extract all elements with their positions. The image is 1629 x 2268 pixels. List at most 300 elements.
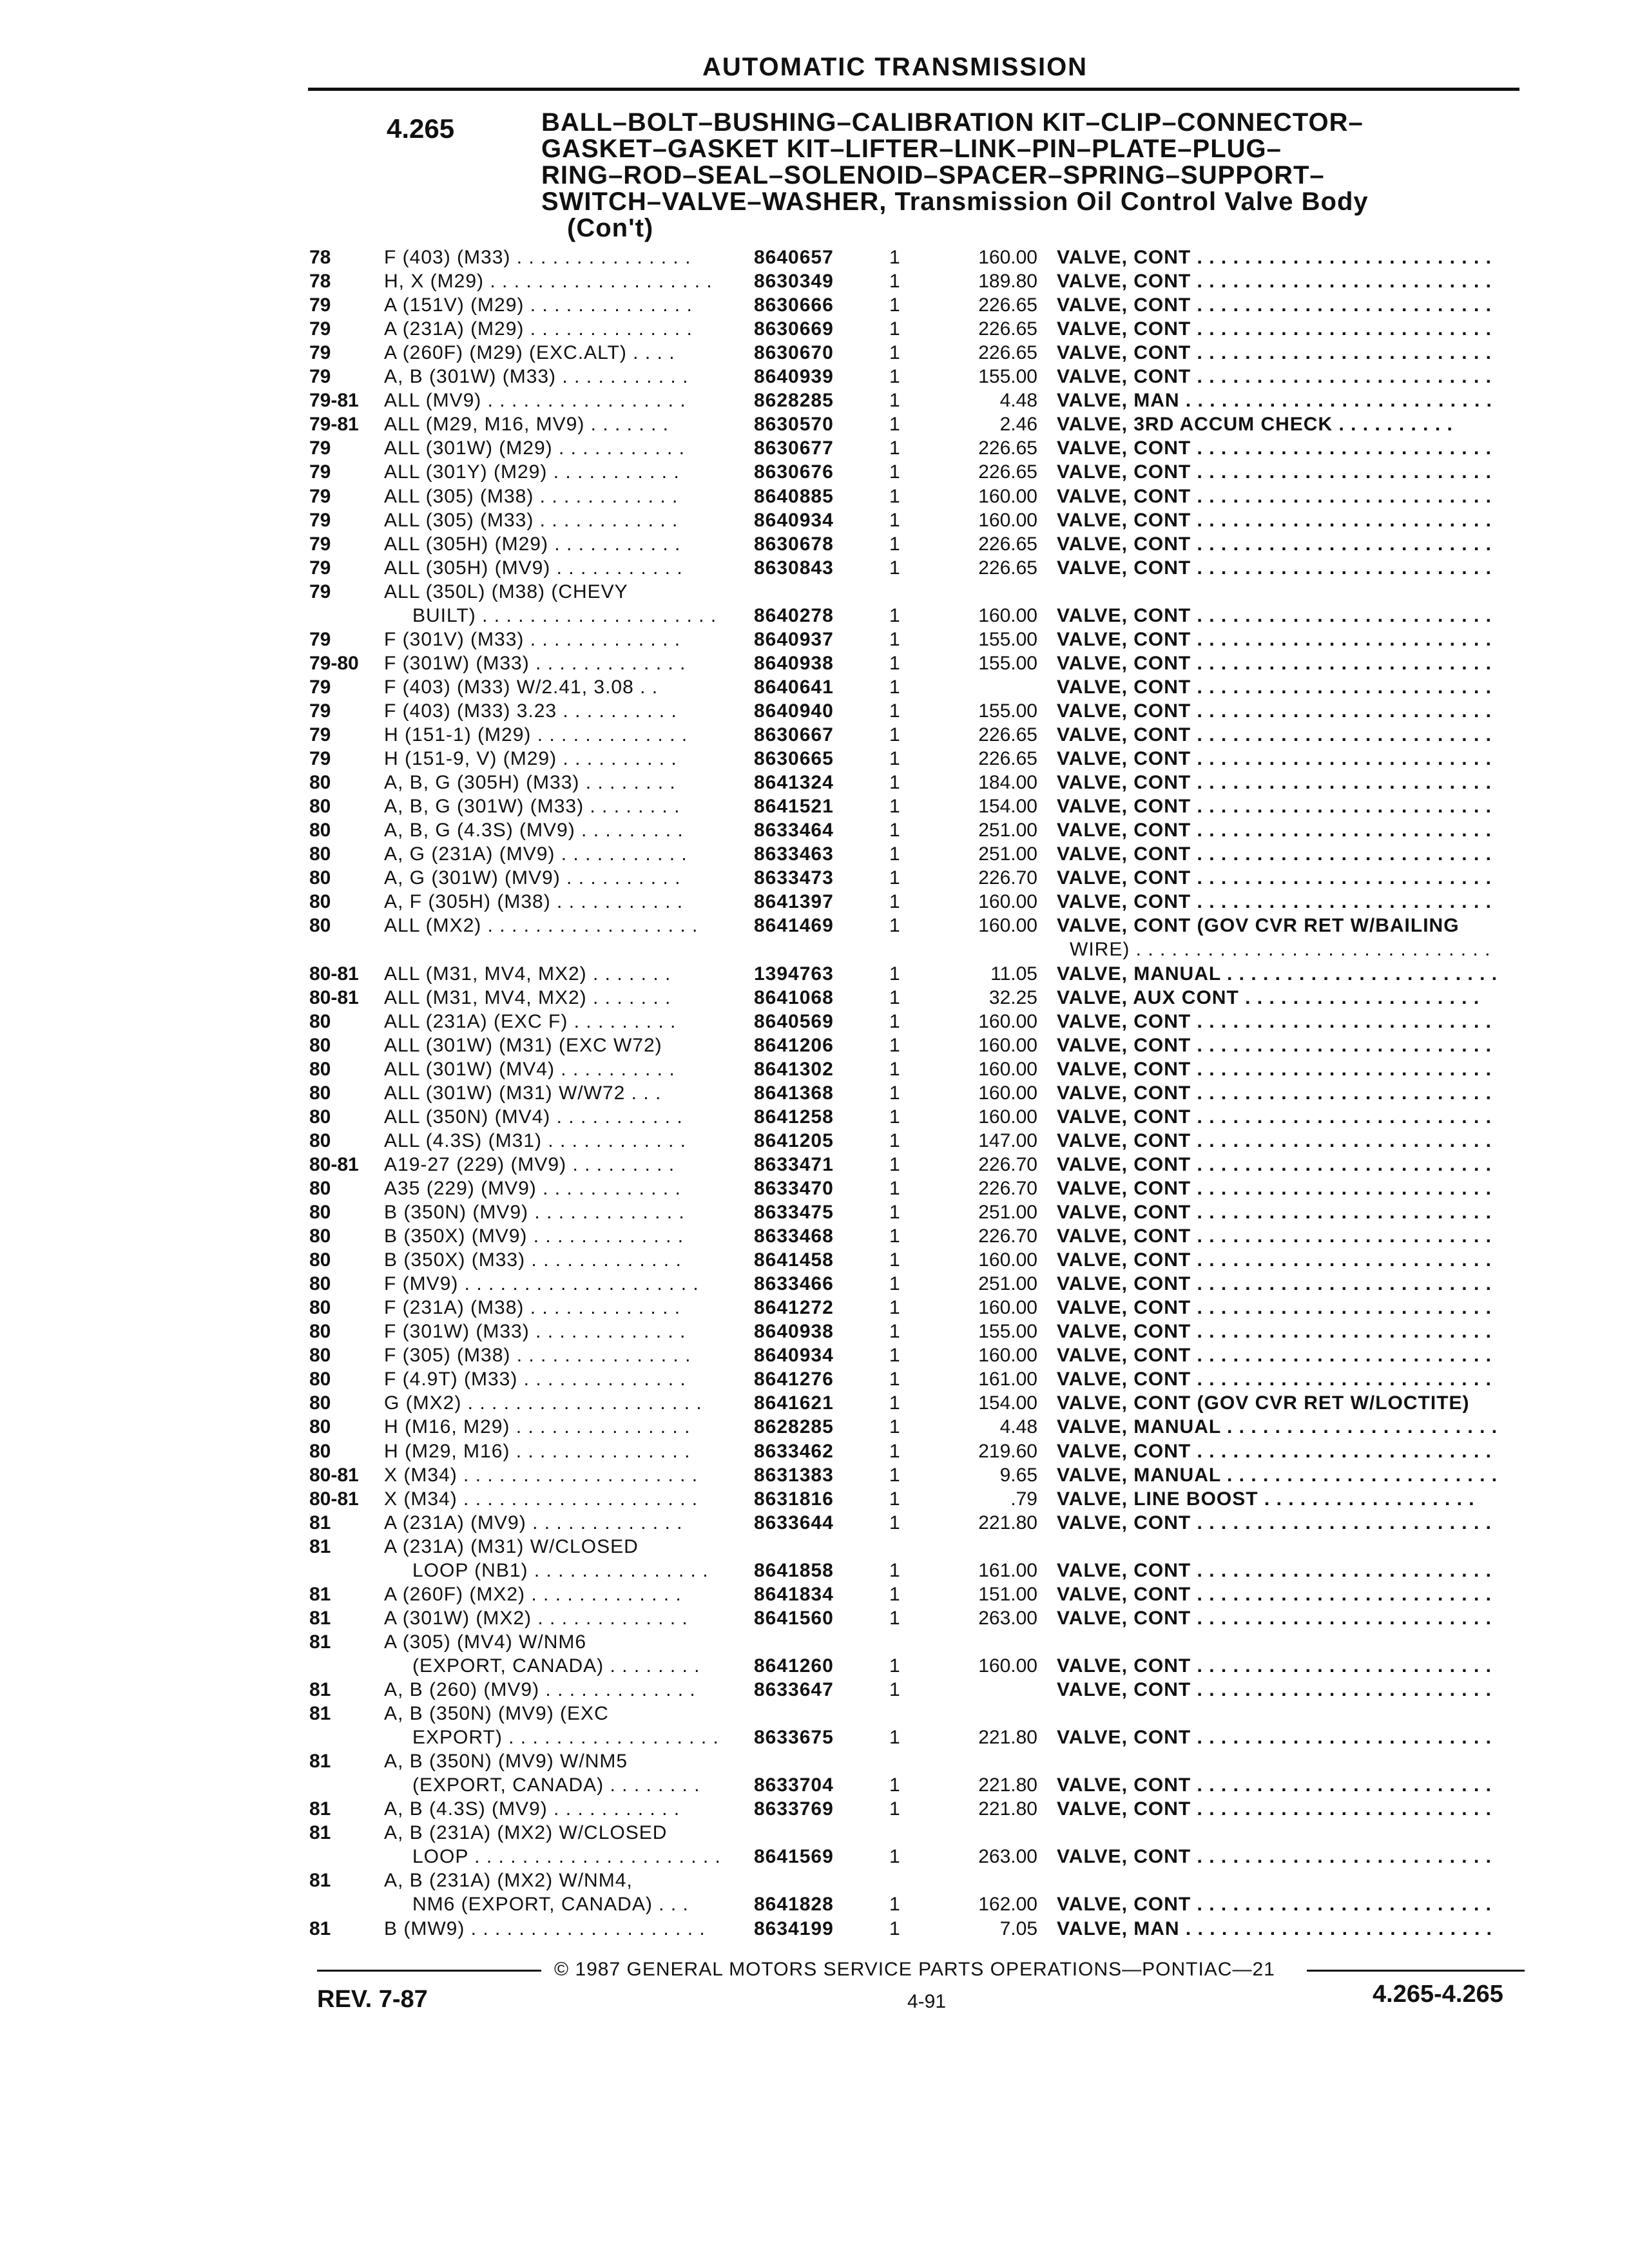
- application-cell: F (403) (M33) 3.23 . . . . . . . . . .: [384, 700, 677, 722]
- part-number-cell: 8631383: [754, 1464, 834, 1486]
- description-cell: VALVE, CONT . . . . . . . . . . . . . . . . . . . . . . . . .: [1057, 652, 1492, 674]
- quantity-cell: 1: [889, 1369, 900, 1390]
- application-cell: H (151-9, V) (M29) . . . . . . . . . .: [384, 748, 677, 770]
- part-number-cell: 8640641: [754, 676, 834, 698]
- section-title-line: (Con't): [567, 214, 654, 242]
- quantity-cell: 1: [889, 1894, 900, 1916]
- description-cell: VALVE, CONT . . . . . . . . . . . . . . . . . . . . . . . . .: [1057, 1369, 1492, 1390]
- part-number-cell: 8640938: [754, 652, 834, 674]
- year-cell: 81: [309, 1798, 331, 1820]
- part-number-cell: 8633471: [754, 1153, 834, 1175]
- price-cell: 226.65: [978, 748, 1037, 770]
- price-cell: 160.00: [978, 1010, 1037, 1032]
- year-cell: 79: [309, 318, 331, 340]
- price-cell: 160.00: [978, 1249, 1037, 1271]
- quantity-cell: 1: [889, 1392, 900, 1414]
- quantity-cell: 1: [889, 1177, 900, 1199]
- quantity-cell: 1: [889, 461, 900, 483]
- description-cell: VALVE, CONT . . . . . . . . . . . . . . . . . . . . . . . . .: [1057, 318, 1492, 340]
- description-cell: VALVE, CONT . . . . . . . . . . . . . . . . . . . . . . . . .: [1057, 1202, 1492, 1223]
- year-cell: 78: [309, 247, 331, 268]
- price-cell: 147.00: [978, 1129, 1037, 1151]
- quantity-cell: 1: [889, 1010, 900, 1032]
- page-number: 4-91: [907, 1991, 947, 2012]
- description-cell: VALVE, CONT . . . . . . . . . . . . . . . . . . . . . . . . .: [1057, 557, 1492, 579]
- part-number-cell: 8633468: [754, 1225, 834, 1247]
- year-cell: 80: [309, 1034, 331, 1056]
- price-cell: 161.00: [978, 1559, 1037, 1581]
- application-cell: F (305) (M38) . . . . . . . . . . . . . . .: [384, 1345, 691, 1367]
- description-cell: VALVE, CONT (GOV CVR RET W/BAILING: [1057, 915, 1460, 937]
- application-cell: A, B (4.3S) (MV9) . . . . . . . . . . .: [384, 1798, 680, 1820]
- part-number-cell: 8640278: [754, 604, 834, 626]
- year-cell: 79-81: [309, 390, 359, 412]
- part-number-cell: 8640569: [754, 1010, 834, 1032]
- application-cell: A19-27 (229) (MV9) . . . . . . . . .: [384, 1153, 675, 1175]
- price-cell: 160.00: [978, 604, 1037, 626]
- year-cell: 79: [309, 437, 331, 459]
- quantity-cell: 1: [889, 1607, 900, 1629]
- year-cell: 80: [309, 820, 331, 841]
- application-cell: A, B, G (305H) (M33) . . . . . . . .: [384, 772, 676, 794]
- part-number-cell: 8633473: [754, 867, 834, 889]
- page-header-title: AUTOMATIC TRANSMISSION: [702, 53, 1088, 81]
- year-cell: 80-81: [309, 963, 359, 985]
- quantity-cell: 1: [889, 1488, 900, 1510]
- part-number-cell: 8641858: [754, 1559, 834, 1581]
- part-number-cell: 8641569: [754, 1846, 834, 1868]
- part-number-cell: 8641324: [754, 772, 834, 794]
- part-number-cell: 8630665: [754, 748, 834, 770]
- section-title-line: SWITCH–VALVE–WASHER, Transmission Oil Control Valve Body: [541, 187, 1369, 216]
- part-number-cell: 8641206: [754, 1034, 834, 1056]
- quantity-cell: 1: [889, 796, 900, 818]
- part-number-cell: 8634199: [754, 1917, 834, 1939]
- price-cell: 162.00: [978, 1894, 1037, 1916]
- application-cell: F (301V) (M33) . . . . . . . . . . . . .: [384, 628, 681, 650]
- quantity-cell: 1: [889, 1249, 900, 1271]
- application-cell: ALL (301W) (M29) . . . . . . . . . . .: [384, 437, 685, 459]
- quantity-cell: 1: [889, 1559, 900, 1581]
- price-cell: 263.00: [978, 1846, 1037, 1868]
- year-cell: 79: [309, 461, 331, 483]
- application-cell: A, B, G (4.3S) (MV9) . . . . . . . . .: [384, 820, 684, 841]
- quantity-cell: 1: [889, 1106, 900, 1128]
- application-cell: A, G (231A) (MV9) . . . . . . . . . . .: [384, 843, 688, 865]
- quantity-cell: 1: [889, 1416, 900, 1438]
- part-number-cell: 8641397: [754, 891, 834, 913]
- application-cell: A (301W) (MX2) . . . . . . . . . . . . .: [384, 1607, 688, 1629]
- year-cell: 80: [309, 1082, 331, 1104]
- price-cell: 226.65: [978, 318, 1037, 340]
- description-cell: VALVE, CONT . . . . . . . . . . . . . . . . . . . . . . . . .: [1057, 1034, 1492, 1056]
- price-cell: 251.00: [978, 1273, 1037, 1295]
- part-number-cell: 8630669: [754, 318, 834, 340]
- part-number-cell: 8641458: [754, 1249, 834, 1271]
- year-cell: 80-81: [309, 1464, 359, 1486]
- description-cell: VALVE, CONT . . . . . . . . . . . . . . . . . . . . . . . . .: [1057, 366, 1492, 388]
- year-cell: 81: [309, 1751, 331, 1773]
- year-cell: 79: [309, 581, 331, 602]
- quantity-cell: 1: [889, 318, 900, 340]
- application-cell: ALL (305H) (MV9) . . . . . . . . . . .: [384, 557, 683, 579]
- quantity-cell: 1: [889, 366, 900, 388]
- description-cell: VALVE, CONT . . . . . . . . . . . . . . . . . . . . . . . . .: [1057, 1727, 1492, 1749]
- application-cell: B (350N) (MV9) . . . . . . . . . . . . .: [384, 1202, 685, 1223]
- description-cell: VALVE, MANUAL . . . . . . . . . . . . . . . . . . . . . . .: [1057, 963, 1498, 985]
- quantity-cell: 1: [889, 437, 900, 459]
- quantity-cell: 1: [889, 1082, 900, 1104]
- description-cell: VALVE, CONT . . . . . . . . . . . . . . . . . . . . . . . . .: [1057, 1679, 1492, 1700]
- price-cell: 226.65: [978, 294, 1037, 316]
- application-cell: NM6 (EXPORT, CANADA) . . .: [412, 1894, 689, 1916]
- description-cell: VALVE, CONT . . . . . . . . . . . . . . . . . . . . . . . . .: [1057, 700, 1492, 722]
- quantity-cell: 1: [889, 1917, 900, 1939]
- quantity-cell: 1: [889, 1774, 900, 1796]
- application-cell: ALL (305) (M33) . . . . . . . . . . . .: [384, 509, 679, 531]
- description-cell: VALVE, CONT . . . . . . . . . . . . . . . . . . . . . . . . .: [1057, 1225, 1492, 1247]
- price-cell: 221.80: [978, 1774, 1037, 1796]
- quantity-cell: 1: [889, 533, 900, 555]
- year-cell: 80: [309, 796, 331, 818]
- application-cell: BUILT) . . . . . . . . . . . . . . . . . . . .: [412, 604, 717, 626]
- description-cell: VALVE, CONT . . . . . . . . . . . . . . . . . . . . . . . . .: [1057, 1607, 1492, 1629]
- quantity-cell: 1: [889, 1512, 900, 1533]
- quantity-cell: 1: [889, 891, 900, 913]
- footer-divider-right: [1307, 1970, 1525, 1972]
- application-cell: EXPORT) . . . . . . . . . . . . . . . . . .: [412, 1727, 719, 1749]
- application-cell: ALL (M29, M16, MV9) . . . . . . .: [384, 414, 670, 436]
- description-cell: VALVE, CONT . . . . . . . . . . . . . . . . . . . . . . . . .: [1057, 1559, 1492, 1581]
- quantity-cell: 1: [889, 915, 900, 937]
- quantity-cell: 1: [889, 1225, 900, 1247]
- application-cell: F (MV9) . . . . . . . . . . . . . . . . . . . .: [384, 1273, 699, 1295]
- year-cell: 80: [309, 1440, 331, 1462]
- part-number-cell: 8641521: [754, 796, 834, 818]
- application-cell: LOOP . . . . . . . . . . . . . . . . . . . . .: [412, 1846, 721, 1868]
- part-number-cell: 8630667: [754, 724, 834, 745]
- description-cell: VALVE, AUX CONT . . . . . . . . . . . . . . . . . . . .: [1057, 986, 1480, 1008]
- description-cell: VALVE, CONT . . . . . . . . . . . . . . . . . . . . . . . . .: [1057, 1082, 1492, 1104]
- part-number-cell: 8630843: [754, 557, 834, 579]
- year-cell: 79: [309, 533, 331, 555]
- price-cell: 160.00: [978, 485, 1037, 507]
- price-cell: 226.65: [978, 533, 1037, 555]
- year-cell: 80: [309, 1249, 331, 1271]
- part-number-cell: 8633769: [754, 1798, 834, 1820]
- description-cell: VALVE, LINE BOOST . . . . . . . . . . . . . . . . . .: [1057, 1488, 1475, 1510]
- quantity-cell: 1: [889, 1153, 900, 1175]
- description-cell: VALVE, CONT . . . . . . . . . . . . . . . . . . . . . . . . .: [1057, 748, 1492, 770]
- year-cell: 81: [309, 1583, 331, 1605]
- year-cell: 80-81: [309, 986, 359, 1008]
- year-cell: 79: [309, 700, 331, 722]
- year-cell: 79-80: [309, 652, 359, 674]
- quantity-cell: 1: [889, 604, 900, 626]
- price-cell: 2.46: [999, 414, 1037, 436]
- application-cell: ALL (301Y) (M29) . . . . . . . . . . .: [384, 461, 680, 483]
- quantity-cell: 1: [889, 1679, 900, 1700]
- description-cell: VALVE, MANUAL . . . . . . . . . . . . . . . . . . . . . . .: [1057, 1416, 1498, 1438]
- price-cell: 154.00: [978, 1392, 1037, 1414]
- part-number-cell: 8633647: [754, 1679, 834, 1700]
- price-cell: 160.00: [978, 509, 1037, 531]
- quantity-cell: 1: [889, 1440, 900, 1462]
- description-cell: WIRE) . . . . . . . . . . . . . . . . . . . . . . . . . . . . . .: [1070, 939, 1491, 961]
- year-cell: 79: [309, 676, 331, 698]
- part-number-cell: 8640939: [754, 366, 834, 388]
- year-cell: 80: [309, 1321, 331, 1343]
- part-number-cell: 8641621: [754, 1392, 834, 1414]
- quantity-cell: 1: [889, 509, 900, 531]
- price-cell: 160.00: [978, 1058, 1037, 1080]
- description-cell: VALVE, CONT . . . . . . . . . . . . . . . . . . . . . . . . .: [1057, 1153, 1492, 1175]
- application-cell: A (260F) (MX2) . . . . . . . . . . . . .: [384, 1583, 682, 1605]
- year-cell: 81: [309, 1679, 331, 1700]
- application-cell: A35 (229) (MV9) . . . . . . . . . . . .: [384, 1177, 681, 1199]
- price-cell: 4.48: [999, 1416, 1037, 1438]
- quantity-cell: 1: [889, 1129, 900, 1151]
- part-number-cell: 8633466: [754, 1273, 834, 1295]
- quantity-cell: 1: [889, 1655, 900, 1677]
- year-cell: 80: [309, 1392, 331, 1414]
- application-cell: (EXPORT, CANADA) . . . . . . . .: [412, 1774, 700, 1796]
- quantity-cell: 1: [889, 294, 900, 316]
- part-number-cell: 8641469: [754, 915, 834, 937]
- year-cell: 80-81: [309, 1488, 359, 1510]
- part-number-cell: 8641260: [754, 1655, 834, 1677]
- year-cell: 80: [309, 1297, 331, 1319]
- section-title-line: RING–ROD–SEAL–SOLENOID–SPACER–SPRING–SUPPORT–: [541, 161, 1325, 189]
- quantity-cell: 1: [889, 1321, 900, 1343]
- quantity-cell: 1: [889, 676, 900, 698]
- part-number-cell: 8630349: [754, 271, 834, 293]
- application-cell: B (350X) (MV9) . . . . . . . . . . . . .: [384, 1225, 684, 1247]
- quantity-cell: 1: [889, 1798, 900, 1820]
- application-cell: ALL (301W) (M31) (EXC W72): [384, 1034, 662, 1056]
- application-cell: F (231A) (M38) . . . . . . . . . . . . .: [384, 1297, 681, 1319]
- part-number-cell: 8641834: [754, 1583, 834, 1605]
- application-cell: A (305) (MV4) W/NM6: [384, 1631, 587, 1653]
- quantity-cell: 1: [889, 820, 900, 841]
- description-cell: VALVE, CONT . . . . . . . . . . . . . . . . . . . . . . . . .: [1057, 1010, 1492, 1032]
- description-cell: VALVE, CONT . . . . . . . . . . . . . . . . . . . . . . . . .: [1057, 533, 1492, 555]
- description-cell: VALVE, CONT . . . . . . . . . . . . . . . . . . . . . . . . .: [1057, 1249, 1492, 1271]
- description-cell: VALVE, CONT . . . . . . . . . . . . . . . . . . . . . . . . .: [1057, 867, 1492, 889]
- application-cell: A, G (301W) (MV9) . . . . . . . . . .: [384, 867, 681, 889]
- quantity-cell: 1: [889, 485, 900, 507]
- price-cell: 11.05: [990, 963, 1037, 985]
- application-cell: A, B (350N) (MV9) W/NM5: [384, 1751, 628, 1773]
- year-cell: 80: [309, 1416, 331, 1438]
- application-cell: A, B (231A) (MX2) W/CLOSED: [384, 1822, 668, 1844]
- price-cell: 160.00: [978, 1106, 1037, 1128]
- price-cell: 154.00: [978, 796, 1037, 818]
- description-cell: VALVE, CONT . . . . . . . . . . . . . . . . . . . . . . . . .: [1057, 604, 1492, 626]
- description-cell: VALVE, CONT . . . . . . . . . . . . . . . . . . . . . . . . .: [1057, 1129, 1492, 1151]
- year-cell: 79: [309, 294, 331, 316]
- quantity-cell: 1: [889, 867, 900, 889]
- application-cell: H (151-1) (M29) . . . . . . . . . . . . .: [384, 724, 688, 745]
- part-number-cell: 8640885: [754, 485, 834, 507]
- price-cell: 221.80: [978, 1798, 1037, 1820]
- price-cell: .79: [1010, 1488, 1037, 1510]
- year-cell: 81: [309, 1607, 331, 1629]
- application-cell: ALL (MX2) . . . . . . . . . . . . . . . . . .: [384, 915, 699, 937]
- description-cell: VALVE, CONT . . . . . . . . . . . . . . . . . . . . . . . . .: [1057, 247, 1492, 268]
- price-cell: 160.00: [978, 1034, 1037, 1056]
- price-cell: 226.70: [978, 1225, 1037, 1247]
- part-number-cell: 8633470: [754, 1177, 834, 1199]
- part-number-cell: 8633644: [754, 1512, 834, 1533]
- application-cell: ALL (M31, MV4, MX2) . . . . . . .: [384, 986, 671, 1008]
- year-cell: 81: [309, 1535, 331, 1557]
- quantity-cell: 1: [889, 843, 900, 865]
- description-cell: VALVE, CONT . . . . . . . . . . . . . . . . . . . . . . . . .: [1057, 1440, 1492, 1462]
- application-cell: ALL (301W) (M31) W/W72 . . .: [384, 1082, 662, 1104]
- year-cell: 80: [309, 772, 331, 794]
- year-cell: 79: [309, 509, 331, 531]
- price-cell: 226.70: [978, 867, 1037, 889]
- quantity-cell: 1: [889, 1273, 900, 1295]
- application-cell: X (M34) . . . . . . . . . . . . . . . . . . . .: [384, 1464, 699, 1486]
- description-cell: VALVE, CONT . . . . . . . . . . . . . . . . . . . . . . . . .: [1057, 271, 1492, 293]
- part-number-cell: 8640940: [754, 700, 834, 722]
- quantity-cell: 1: [889, 247, 900, 268]
- application-cell: ALL (231A) (EXC F) . . . . . . . . .: [384, 1010, 677, 1032]
- section-title-line: BALL–BOLT–BUSHING–CALIBRATION KIT–CLIP–CONNECTOR–: [541, 108, 1364, 137]
- year-cell: 80: [309, 1202, 331, 1223]
- price-cell: 263.00: [978, 1607, 1037, 1629]
- part-number-cell: 8633704: [754, 1774, 834, 1796]
- quantity-cell: 1: [889, 1727, 900, 1749]
- quantity-cell: 1: [889, 772, 900, 794]
- part-number-cell: 8640934: [754, 509, 834, 531]
- part-number-cell: 8630670: [754, 342, 834, 364]
- application-cell: ALL (350N) (MV4) . . . . . . . . . . .: [384, 1106, 683, 1128]
- price-cell: 226.65: [978, 557, 1037, 579]
- year-cell: 80: [309, 867, 331, 889]
- price-cell: 160.00: [978, 891, 1037, 913]
- application-cell: ALL (350L) (M38) (CHEVY: [384, 581, 628, 602]
- description-cell: VALVE, CONT . . . . . . . . . . . . . . . . . . . . . . . . .: [1057, 1846, 1492, 1868]
- price-cell: 155.00: [978, 652, 1037, 674]
- application-cell: F (301W) (M33) . . . . . . . . . . . . .: [384, 1321, 686, 1343]
- application-cell: (EXPORT, CANADA) . . . . . . . .: [412, 1655, 700, 1677]
- part-number-cell: 8630570: [754, 414, 834, 436]
- price-cell: 160.00: [978, 1345, 1037, 1367]
- application-cell: ALL (M31, MV4, MX2) . . . . . . .: [384, 963, 671, 985]
- description-cell: VALVE, CONT . . . . . . . . . . . . . . . . . . . . . . . . .: [1057, 1177, 1492, 1199]
- description-cell: VALVE, 3RD ACCUM CHECK . . . . . . . . . .: [1057, 414, 1453, 436]
- part-number-cell: 8633675: [754, 1727, 834, 1749]
- application-cell: B (MW9) . . . . . . . . . . . . . . . . . . . .: [384, 1917, 706, 1939]
- part-number-cell: 8631816: [754, 1488, 834, 1510]
- description-cell: VALVE, CONT . . . . . . . . . . . . . . . . . . . . . . . . .: [1057, 1512, 1492, 1533]
- description-cell: VALVE, CONT . . . . . . . . . . . . . . . . . . . . . . . . .: [1057, 485, 1492, 507]
- description-cell: VALVE, CONT . . . . . . . . . . . . . . . . . . . . . . . . .: [1057, 724, 1492, 745]
- description-cell: VALVE, CONT . . . . . . . . . . . . . . . . . . . . . . . . .: [1057, 820, 1492, 841]
- quantity-cell: 1: [889, 748, 900, 770]
- description-cell: VALVE, CONT . . . . . . . . . . . . . . . . . . . . . . . . .: [1057, 1321, 1492, 1343]
- year-cell: 79: [309, 342, 331, 364]
- part-number-cell: 8641258: [754, 1106, 834, 1128]
- part-number-cell: 8633464: [754, 820, 834, 841]
- quantity-cell: 1: [889, 1202, 900, 1223]
- application-cell: A, B (350N) (MV9) (EXC: [384, 1703, 609, 1725]
- year-cell: 80: [309, 1010, 331, 1032]
- part-number-cell: 1394763: [754, 963, 834, 985]
- price-cell: 226.65: [978, 724, 1037, 745]
- quantity-cell: 1: [889, 724, 900, 745]
- price-cell: 4.48: [999, 390, 1037, 412]
- quantity-cell: 1: [889, 986, 900, 1008]
- description-cell: VALVE, CONT . . . . . . . . . . . . . . . . . . . . . . . . .: [1057, 843, 1492, 865]
- part-number-cell: 8630666: [754, 294, 834, 316]
- quantity-cell: 1: [889, 628, 900, 650]
- price-cell: 226.70: [978, 1153, 1037, 1175]
- description-cell: VALVE, CONT . . . . . . . . . . . . . . . . . . . . . . . . .: [1057, 1894, 1492, 1916]
- application-cell: A (151V) (M29) . . . . . . . . . . . . . .: [384, 294, 693, 316]
- year-cell: 81: [309, 1703, 331, 1725]
- year-cell: 80: [309, 1345, 331, 1367]
- description-cell: VALVE, CONT . . . . . . . . . . . . . . . . . . . . . . . . .: [1057, 772, 1492, 794]
- price-cell: 189.80: [978, 271, 1037, 293]
- part-number-cell: 8641368: [754, 1082, 834, 1104]
- price-cell: 161.00: [978, 1369, 1037, 1390]
- part-number-cell: 8628285: [754, 1416, 834, 1438]
- quantity-cell: 1: [889, 963, 900, 985]
- year-cell: 79: [309, 748, 331, 770]
- revision-label: REV. 7-87: [317, 1986, 428, 2013]
- description-cell: VALVE, CONT . . . . . . . . . . . . . . . . . . . . . . . . .: [1057, 628, 1492, 650]
- application-cell: A (231A) (M31) W/CLOSED: [384, 1535, 639, 1557]
- price-cell: 155.00: [978, 628, 1037, 650]
- application-cell: ALL (305) (M38) . . . . . . . . . . . .: [384, 485, 679, 507]
- description-cell: VALVE, CONT (GOV CVR RET W/LOCTITE): [1057, 1392, 1470, 1414]
- section-title-line: GASKET–GASKET KIT–LIFTER–LINK–PIN–PLATE–PLUG–: [541, 135, 1282, 163]
- quantity-cell: 1: [889, 1058, 900, 1080]
- section-range: 4.265-4.265: [1373, 1981, 1503, 2008]
- description-cell: VALVE, MANUAL . . . . . . . . . . . . . . . . . . . . . . .: [1057, 1464, 1498, 1486]
- application-cell: A, F (305H) (M38) . . . . . . . . . . .: [384, 891, 684, 913]
- year-cell: 78: [309, 271, 331, 293]
- year-cell: 81: [309, 1822, 331, 1844]
- application-cell: X (M34) . . . . . . . . . . . . . . . . . . . .: [384, 1488, 699, 1510]
- description-cell: VALVE, CONT . . . . . . . . . . . . . . . . . . . . . . . . .: [1057, 1798, 1492, 1820]
- description-cell: VALVE, CONT . . . . . . . . . . . . . . . . . . . . . . . . .: [1057, 1273, 1492, 1295]
- year-cell: 80: [309, 1058, 331, 1080]
- quantity-cell: 1: [889, 1345, 900, 1367]
- price-cell: 251.00: [978, 820, 1037, 841]
- part-number-cell: 8630678: [754, 533, 834, 555]
- part-number-cell: 8633463: [754, 843, 834, 865]
- application-cell: LOOP (NB1) . . . . . . . . . . . . . . .: [412, 1559, 709, 1581]
- application-cell: A (260F) (M29) (EXC.ALT) . . . .: [384, 342, 675, 364]
- description-cell: VALVE, CONT . . . . . . . . . . . . . . . . . . . . . . . . .: [1057, 796, 1492, 818]
- application-cell: H (M29, M16) . . . . . . . . . . . . . . .: [384, 1440, 691, 1462]
- quantity-cell: 1: [889, 1464, 900, 1486]
- quantity-cell: 1: [889, 700, 900, 722]
- application-cell: ALL (305H) (M29) . . . . . . . . . . .: [384, 533, 681, 555]
- description-cell: VALVE, CONT . . . . . . . . . . . . . . . . . . . . . . . . .: [1057, 1058, 1492, 1080]
- description-cell: VALVE, CONT . . . . . . . . . . . . . . . . . . . . . . . . .: [1057, 1583, 1492, 1605]
- description-cell: VALVE, CONT . . . . . . . . . . . . . . . . . . . . . . . . .: [1057, 1106, 1492, 1128]
- part-number-cell: 8633475: [754, 1202, 834, 1223]
- price-cell: 226.65: [978, 461, 1037, 483]
- part-number-cell: 8641302: [754, 1058, 834, 1080]
- application-cell: B (350X) (M33) . . . . . . . . . . . . .: [384, 1249, 682, 1271]
